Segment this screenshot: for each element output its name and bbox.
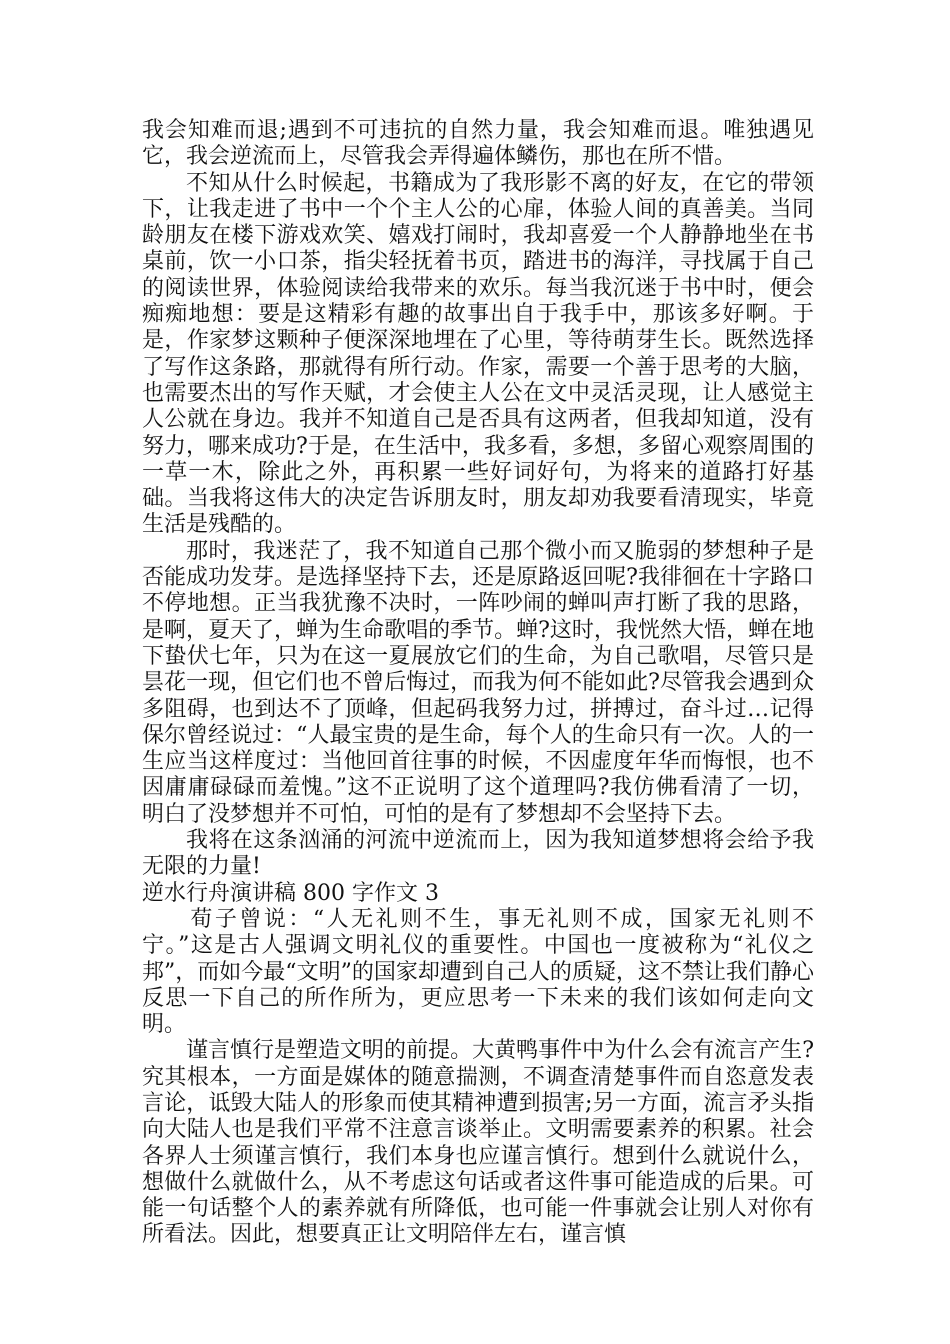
document-page (142, 118, 814, 1249)
paragraph-continuation: 我会知难而退;遇到不可违抗的自然力量，我会知难而退。唯独遇见它，我会逆流而上，尽管我会弄得遍体鳞伤，那也在所不惜。 (142, 118, 814, 170)
paragraph-prudence: 谨言慎行是塑造文明的前提。大黄鸭事件中为什么会有流言产生?究其根本，一方面是媒体的随意揣测，不调查清楚事件而自恣意发表言论，诋毁大陆人的形象而使其精神遭到损害;另一方面，流言矛头指向大陆人也是我们平常不注意言谈举止。文明需要素养的积累。社会各界人士须谨言慎行，我们本身也应谨言慎行。想到什么就说什么，想做什么就做什么，从不考虑这句话或者这件事可能造成的后果。可能一句话整个人的素养就有所降低，也可能一件事就会让别人对你有所看法。因此，想要真正让文明陪伴左右，谨言慎 (142, 1038, 814, 1248)
paragraph-conclusion: 我将在这条汹涌的河流中逆流而上，因为我知道梦想将会给予我无限的力量! (142, 828, 814, 880)
section-heading: 逆水行舟演讲稿 800 字作文 3 (142, 880, 439, 906)
paragraph-xunzi: 荀子曾说：“人无礼则不生，事无礼则不成，国家无礼则不宁。”这是古人强调文明礼仪的重要性。中国也一度被称为“礼仪之邦”，而如今最“文明”的国家却遭到自己人的质疑，这不禁让我们静心反思一下自己的所作所为，更应思考一下未来的我们该如何走向文明。 (142, 906, 814, 1038)
paragraph-cicada: 那时，我迷茫了，我不知道自己那个微小而又脆弱的梦想种子是否能成功发芽。是选择坚持下去，还是原路返回呢?我徘徊在十字路口不停地想。正当我犹豫不决时，一阵吵闹的蝉叫声打断了我的思路，是啊，夏天了，蝉为生命歌唱的季节。蝉?这时，我恍然大悟，蝉在地下蛰伏七年，只为在这一夏展放它们的生命，为自己歌唱，尽管只是昙花一现，但它们也不曾后悔过，而我为何不能如此?尽管我会遇到众多阻碍，也到达不了顶峰，但起码我努力过，拼搏过，奋斗过…记得保尔曾经说过：“人最宝贵的是生命，每个人的生命只有一次。人的一生应当这样度过：当他回首往事的时候，不因虚度年华而悔恨，也不因庸庸碌碌而羞愧。”这不正说明了这个道理吗?我仿佛看清了一切，明白了没梦想并不可怕，可怕的是有了梦想却不会坚持下去。 (142, 538, 814, 827)
paragraph-books: 不知从什么时候起，书籍成为了我形影不离的好友，在它的带领下，让我走进了书中一个个主人公的心扉，体验人间的真善美。当同龄朋友在楼下游戏欢笑、嬉戏打闹时，我却喜爱一个人静静地坐在书桌前，饮一小口茶，指尖轻抚着书页，踏进书的海洋，寻找属于自己的阅读世界，体验阅读给我带来的欢乐。每当我沉迷于书中时，便会痴痴地想：要是这精彩有趣的故事出自于我手中，那该多好啊。于是，作家梦这颗种子便深深地埋在了心里，等待萌芽生长。既然选择了写作这条路，那就得有所行动。作家，需要一个善于思考的大脑，也需要杰出的写作天赋，才会使主人公在文中灵活灵现，让人感觉主人公就在身边。我并不知道自己是否具有这两者，但我却知道，没有努力，哪来成功?于是，在生活中，我多看，多想，多留心观察周围的一草一木，除此之外，再积累一些好词好句，为将来的道路打好基础。当我将这伟大的决定告诉朋友时，朋友却劝我要看清现实，毕竟生活是残酷的。 (142, 170, 814, 538)
